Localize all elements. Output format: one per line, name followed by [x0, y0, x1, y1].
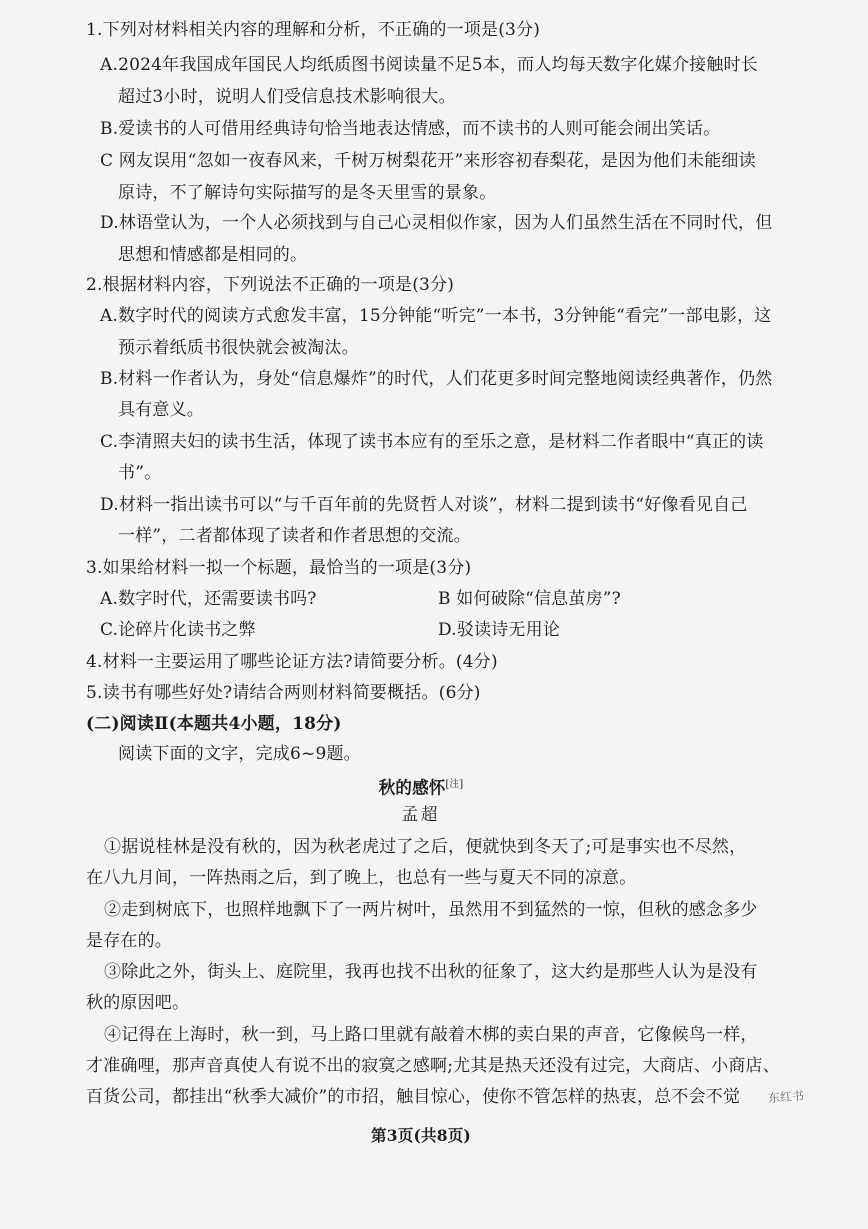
question-2-option-b: B.材料一作者认为，身处“信息爆炸”的时代，人们花更多时间完整地阅读经典著作，仍然 — [100, 369, 773, 389]
essay-title-note: [注] — [445, 779, 464, 790]
question-1-option-d: D.林语堂认为，一个人必须找到与自己心灵相似作家，因为人们虽然生活在不同时代，但 — [100, 213, 773, 233]
essay-title-text: 秋的感怀 — [378, 778, 446, 799]
essay-paragraph-1-cont: 在八九月间，一阵热雨之后，到了晚上，也总有一些与夏天不同的凉意。 — [86, 868, 637, 888]
question-2-stem: 2.根据材料内容，下列说法不正确的一项是(3分) — [86, 275, 455, 295]
question-3-stem: 3.如果给材料一拟一个标题，最恰当的一项是(3分) — [86, 558, 472, 578]
question-1-option-c: C 网友误用“忽如一夜春风来，千树万树梨花开”来形容初春梨花，是因为他们未能细读 — [100, 151, 756, 171]
page-number: 第3页(共8页) — [371, 1126, 471, 1145]
essay-author: 孟超 — [401, 805, 441, 825]
essay-paragraph-1: ①据说桂林是没有秋的，因为秋老虎过了之后，便就快到冬天了;可是事实也不尽然， — [104, 837, 747, 857]
question-2-option-b-cont: 具有意义。 — [118, 400, 204, 420]
essay-title — [0, 773, 842, 801]
question-2-option-a-cont: 预示着纸质书很快就会被淘汰。 — [118, 338, 359, 358]
question-1-option-d-cont: 思想和情感都是相同的。 — [118, 245, 308, 265]
question-3-option-d: D.驳读诗无用论 — [438, 620, 561, 640]
question-1-option-a: A.2024年我国成年国民人均纸质图书阅读量不足5本，而人均每天数字化媒介接触时长 — [100, 55, 758, 75]
question-2-option-c: C.李清照夫妇的读书生活，体现了读书本应有的至乐之意，是材料二作者眼中“真正的读 — [100, 432, 764, 452]
question-2-option-a: A.数字时代的阅读方式愈发丰富，15分钟能“听完”一本书，3分钟能“看完”一部电影，这 — [100, 306, 772, 326]
essay-paragraph-4-cont: 才准确哩，那声音真使人有说不出的寂寞之感啊;尤其是热天还没有过完，大商店、小商店、 — [86, 1056, 780, 1076]
question-1-option-a-cont: 超过3小时，说明人们受信息技术影响很大。 — [118, 87, 456, 107]
question-1-stem: 1.下列对材料相关内容的理解和分析，不正确的一项是(3分) — [86, 20, 541, 40]
question-3-option-c: C.论碎片化读书之弊 — [100, 620, 256, 640]
question-2-option-c-cont: 书”。 — [118, 463, 162, 483]
question-4: 4.材料一主要运用了哪些论证方法?请简要分析。(4分) — [86, 652, 498, 672]
question-2-option-d: D.材料一指出读书可以“与千百年前的先贤哲人对谈”，材料二提到读书“好像看见自己 — [100, 495, 748, 515]
watermark-text: 东红书 — [767, 1088, 805, 1106]
essay-paragraph-4-cont-2: 百货公司，都挂出“秋季大减价”的市招，触目惊心，使你不管怎样的热衷，总不会不觉 — [86, 1087, 741, 1107]
essay-paragraph-3-cont: 秋的原因吧。 — [86, 993, 190, 1013]
section-instruction: 阅读下面的文字，完成6~9题。 — [118, 744, 361, 764]
essay-paragraph-4: ④记得在上海时，秋一到，马上路口里就有敲着木梆的卖白果的声音，它像候鸟一样， — [104, 1025, 758, 1045]
question-2-option-d-cont: 一样”，二者都体现了读者和作者思想的交流。 — [118, 526, 471, 546]
question-5: 5.读书有哪些好处?请结合两则材料简要概括。(6分) — [86, 683, 481, 703]
essay-paragraph-2: ②走到树底下，也照样地飘下了一两片树叶，虽然用不到猛然的一惊，但秋的感念多少 — [104, 900, 758, 920]
question-3-option-a: A.数字时代，还需要读书吗? — [100, 589, 317, 609]
essay-paragraph-2-cont: 是存在的。 — [86, 931, 172, 951]
question-1-option-c-cont: 原诗，不了解诗句实际描写的是冬天里雪的景象。 — [118, 183, 497, 203]
question-3-option-b: B 如何破除“信息茧房”? — [438, 589, 621, 609]
section-heading: (二)阅读Ⅱ(本题共4小题，18分) — [86, 714, 342, 734]
essay-paragraph-3: ③除此之外，街头上、庭院里，我再也找不出秋的征象了，这大约是那些人认为是没有 — [104, 962, 758, 982]
question-1-option-b: B.爱读书的人可借用经典诗句恰当地表达情感，而不读书的人则可能会闹出笑话。 — [100, 119, 721, 139]
